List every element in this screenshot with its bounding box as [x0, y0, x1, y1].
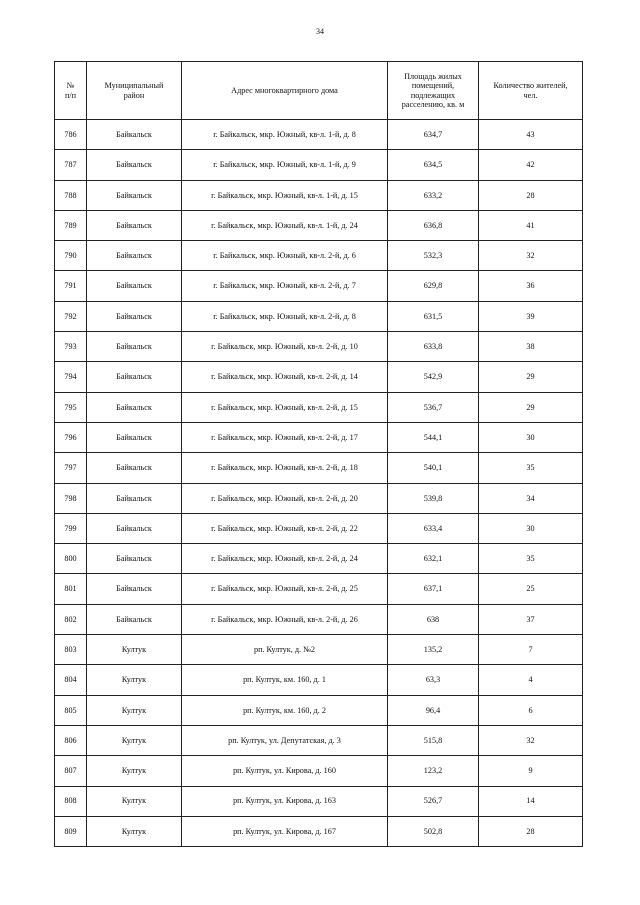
- cell-residents: 43: [479, 120, 583, 150]
- cell-area: 637,1: [388, 574, 479, 604]
- cell-residents: 9: [479, 756, 583, 786]
- cell-number: 799: [55, 513, 87, 543]
- cell-number: 792: [55, 301, 87, 331]
- header-line: Муниципальный: [104, 81, 164, 91]
- cell-area: 636,8: [388, 210, 479, 240]
- cell-area: 135,2: [388, 635, 479, 665]
- cell-district: Байкальск: [87, 453, 182, 483]
- cell-number: 796: [55, 422, 87, 452]
- table-row: [55, 574, 583, 604]
- table-row: [55, 453, 583, 483]
- cell-residents: 34: [479, 483, 583, 513]
- cell-residents: 41: [479, 210, 583, 240]
- cell-district: Култук: [87, 695, 182, 725]
- cell-residents: 39: [479, 301, 583, 331]
- cell-district: Култук: [87, 786, 182, 816]
- cell-address: г. Байкальск, мкр. Южный, кв-л. 1-й, д. 15: [182, 180, 388, 210]
- cell-address: г. Байкальск, мкр. Южный, кв-л. 2-й, д. 6: [182, 241, 388, 271]
- cell-address: г. Байкальск, мкр. Южный, кв-л. 1-й, д. 24: [182, 210, 388, 240]
- cell-number: 794: [55, 362, 87, 392]
- cell-address: г. Байкальск, мкр. Южный, кв-л. 2-й, д. 24: [182, 544, 388, 574]
- table-row: [55, 786, 583, 816]
- cell-number: 797: [55, 453, 87, 483]
- cell-address: рп. Култук, км. 160, д. 1: [182, 665, 388, 695]
- cell-district: Байкальск: [87, 150, 182, 180]
- table-row: [55, 271, 583, 301]
- cell-address: г. Байкальск, мкр. Южный, кв-л. 1-й, д. 9: [182, 150, 388, 180]
- cell-address: рп. Култук, д. №2: [182, 635, 388, 665]
- cell-area: 634,5: [388, 150, 479, 180]
- cell-number: 806: [55, 725, 87, 755]
- cell-address: г. Байкальск, мкр. Южный, кв-л. 2-й, д. 20: [182, 483, 388, 513]
- cell-district: Байкальск: [87, 271, 182, 301]
- header-district: [87, 62, 182, 120]
- cell-address: г. Байкальск, мкр. Южный, кв-л. 2-й, д. 8: [182, 301, 388, 331]
- table-row: [55, 695, 583, 725]
- cell-address: г. Байкальск, мкр. Южный, кв-л. 2-й, д. 17: [182, 422, 388, 452]
- cell-district: Култук: [87, 725, 182, 755]
- header-line: район: [123, 90, 145, 100]
- table-row: [55, 362, 583, 392]
- cell-number: 800: [55, 544, 87, 574]
- cell-address: г. Байкальск, мкр. Южный, кв-л. 2-й, д. 15: [182, 392, 388, 422]
- header-area: [388, 62, 479, 120]
- cell-address: г. Байкальск, мкр. Южный, кв-л. 1-й, д. 8: [182, 120, 388, 150]
- cell-residents: 32: [479, 241, 583, 271]
- cell-number: 804: [55, 665, 87, 695]
- cell-number: 789: [55, 210, 87, 240]
- cell-district: Култук: [87, 756, 182, 786]
- cell-area: 123,2: [388, 756, 479, 786]
- cell-district: Култук: [87, 816, 182, 846]
- cell-number: 803: [55, 635, 87, 665]
- header-line: Адрес многоквартирного дома: [231, 85, 338, 95]
- table-row: [55, 544, 583, 574]
- cell-district: Байкальск: [87, 210, 182, 240]
- header-line: помещений,: [411, 81, 455, 91]
- cell-residents: 28: [479, 180, 583, 210]
- table-row: [55, 392, 583, 422]
- cell-district: Култук: [87, 635, 182, 665]
- cell-residents: 7: [479, 635, 583, 665]
- cell-address: рп. Култук, ул. Кирова, д. 163: [182, 786, 388, 816]
- cell-area: 632,1: [388, 544, 479, 574]
- table-row: [55, 513, 583, 543]
- cell-address: рп. Култук, км. 160, д. 2: [182, 695, 388, 725]
- header-line: Количество жителей,: [493, 81, 568, 91]
- cell-district: Байкальск: [87, 574, 182, 604]
- header-line: подлежащих: [410, 90, 456, 100]
- cell-area: 633,8: [388, 332, 479, 362]
- cell-number: 787: [55, 150, 87, 180]
- header-line: расселению, кв. м: [401, 99, 465, 109]
- cell-residents: 35: [479, 544, 583, 574]
- cell-number: 805: [55, 695, 87, 725]
- header-line: п/п: [64, 90, 77, 100]
- cell-residents: 37: [479, 604, 583, 634]
- cell-district: Байкальск: [87, 604, 182, 634]
- cell-area: 96,4: [388, 695, 479, 725]
- cell-residents: 42: [479, 150, 583, 180]
- cell-residents: 28: [479, 816, 583, 846]
- cell-number: 809: [55, 816, 87, 846]
- table-row: [55, 210, 583, 240]
- header-residents: [479, 62, 583, 120]
- cell-area: 502,8: [388, 816, 479, 846]
- cell-address: г. Байкальск, мкр. Южный, кв-л. 2-й, д. 18: [182, 453, 388, 483]
- cell-district: Байкальск: [87, 180, 182, 210]
- cell-area: 540,1: [388, 453, 479, 483]
- cell-residents: 30: [479, 513, 583, 543]
- cell-number: 791: [55, 271, 87, 301]
- cell-number: 798: [55, 483, 87, 513]
- table-row: [55, 635, 583, 665]
- cell-area: 629,8: [388, 271, 479, 301]
- cell-address: г. Байкальск, мкр. Южный, кв-л. 2-й, д. 14: [182, 362, 388, 392]
- cell-area: 633,2: [388, 180, 479, 210]
- cell-number: 788: [55, 180, 87, 210]
- table-row: [55, 120, 583, 150]
- cell-residents: 6: [479, 695, 583, 725]
- table-body: [55, 120, 583, 847]
- cell-district: Байкальск: [87, 362, 182, 392]
- cell-area: 63,3: [388, 665, 479, 695]
- header-line: Площадь жилых: [404, 71, 462, 81]
- table-row: [55, 332, 583, 362]
- table-row: [55, 816, 583, 846]
- page-number: 34: [316, 27, 324, 36]
- cell-area: 539,8: [388, 483, 479, 513]
- cell-residents: 32: [479, 725, 583, 755]
- cell-address: г. Байкальск, мкр. Южный, кв-л. 2-й, д. 22: [182, 513, 388, 543]
- cell-residents: 14: [479, 786, 583, 816]
- cell-number: 790: [55, 241, 87, 271]
- cell-residents: 38: [479, 332, 583, 362]
- cell-number: 802: [55, 604, 87, 634]
- cell-area: 526,7: [388, 786, 479, 816]
- cell-district: Байкальск: [87, 483, 182, 513]
- cell-area: 634,7: [388, 120, 479, 150]
- table-row: [55, 422, 583, 452]
- cell-district: Байкальск: [87, 301, 182, 331]
- cell-area: 515,8: [388, 725, 479, 755]
- cell-address: г. Байкальск, мкр. Южный, кв-л. 2-й, д. 10: [182, 332, 388, 362]
- cell-number: 795: [55, 392, 87, 422]
- table-row: [55, 756, 583, 786]
- table-row: [55, 665, 583, 695]
- table-row: [55, 483, 583, 513]
- housing-table: [54, 61, 583, 847]
- table-row: [55, 301, 583, 331]
- cell-area: 542,9: [388, 362, 479, 392]
- cell-area: 631,5: [388, 301, 479, 331]
- cell-number: 801: [55, 574, 87, 604]
- cell-residents: 29: [479, 392, 583, 422]
- cell-district: Байкальск: [87, 544, 182, 574]
- table-row: [55, 150, 583, 180]
- cell-residents: 36: [479, 271, 583, 301]
- cell-district: Байкальск: [87, 513, 182, 543]
- cell-address: рп. Култук, ул. Депутатская, д. 3: [182, 725, 388, 755]
- cell-address: рп. Култук, ул. Кирова, д. 160: [182, 756, 388, 786]
- cell-address: г. Байкальск, мкр. Южный, кв-л. 2-й, д. 25: [182, 574, 388, 604]
- cell-residents: 25: [479, 574, 583, 604]
- cell-district: Байкальск: [87, 392, 182, 422]
- cell-address: г. Байкальск, мкр. Южный, кв-л. 2-й, д. 26: [182, 604, 388, 634]
- cell-district: Байкальск: [87, 241, 182, 271]
- table-row: [55, 725, 583, 755]
- table-row: [55, 180, 583, 210]
- cell-number: 786: [55, 120, 87, 150]
- cell-district: Байкальск: [87, 422, 182, 452]
- table-row: [55, 604, 583, 634]
- cell-residents: 4: [479, 665, 583, 695]
- cell-district: Байкальск: [87, 332, 182, 362]
- table-row: [55, 241, 583, 271]
- cell-address: г. Байкальск, мкр. Южный, кв-л. 2-й, д. 7: [182, 271, 388, 301]
- cell-residents: 35: [479, 453, 583, 483]
- cell-number: 808: [55, 786, 87, 816]
- cell-residents: 30: [479, 422, 583, 452]
- header-row: [55, 62, 583, 120]
- cell-area: 638: [388, 604, 479, 634]
- cell-district: Байкальск: [87, 120, 182, 150]
- cell-district: Култук: [87, 665, 182, 695]
- cell-area: 536,7: [388, 392, 479, 422]
- cell-area: 633,4: [388, 513, 479, 543]
- cell-number: 807: [55, 756, 87, 786]
- cell-area: 532,3: [388, 241, 479, 271]
- table-header: [55, 62, 583, 120]
- header-line: чел.: [523, 90, 538, 100]
- cell-address: рп. Култук, ул. Кирова, д. 167: [182, 816, 388, 846]
- cell-residents: 29: [479, 362, 583, 392]
- header-line: №: [66, 81, 75, 91]
- cell-area: 544,1: [388, 422, 479, 452]
- cell-number: 793: [55, 332, 87, 362]
- header-number: [55, 62, 87, 120]
- header-address: [182, 62, 388, 120]
